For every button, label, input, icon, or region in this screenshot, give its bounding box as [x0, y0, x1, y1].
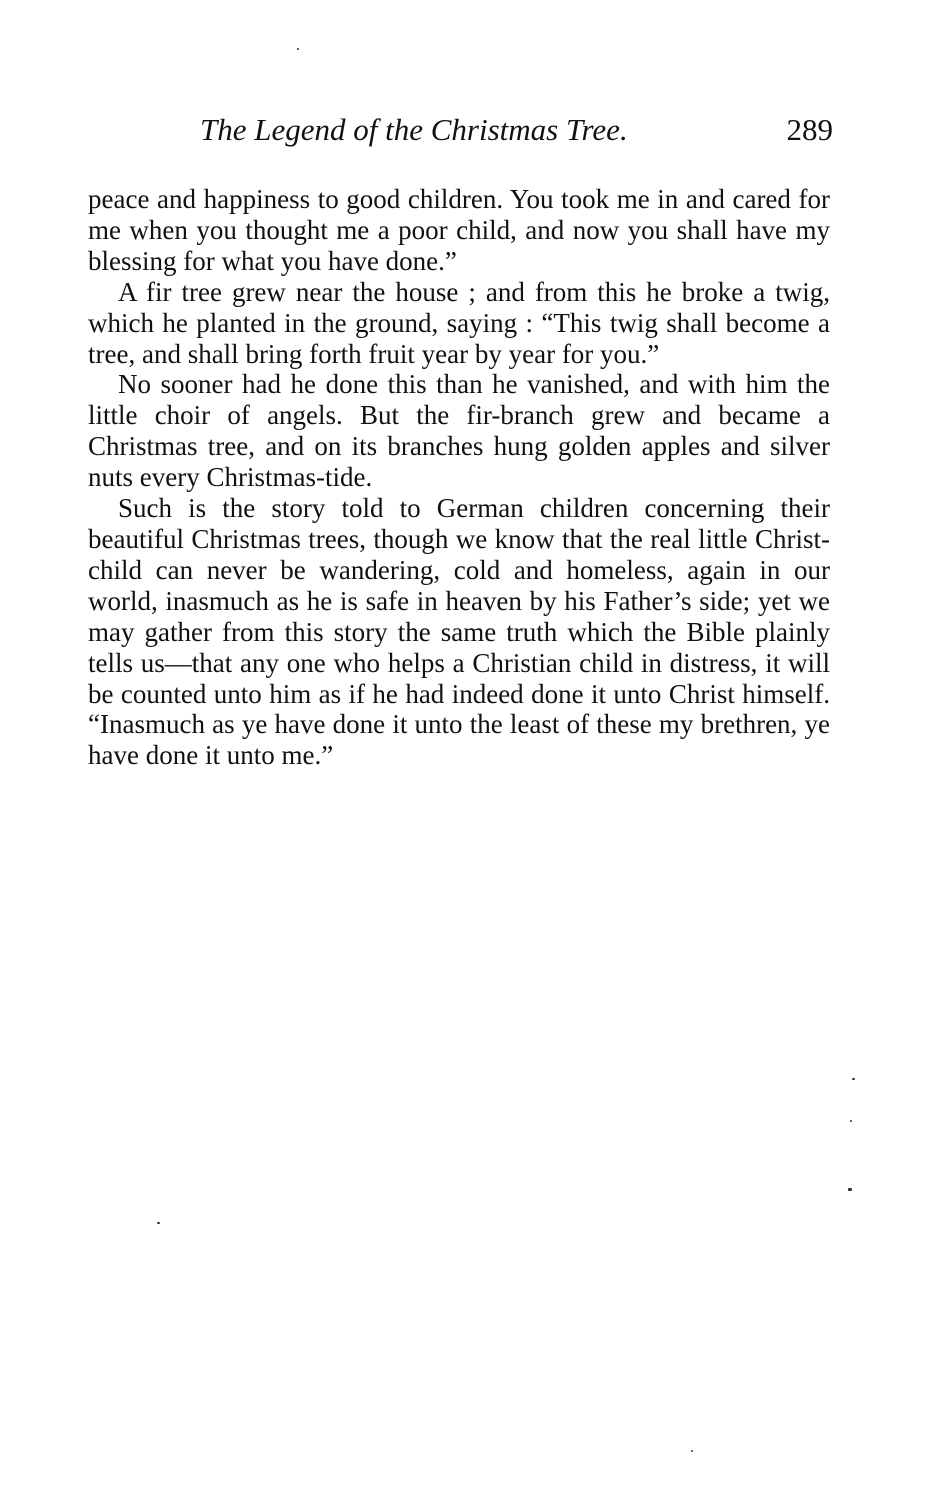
running-title: The Legend of the Christmas Tree. [200, 112, 628, 147]
scan-speck [852, 1078, 855, 1080]
scan-speck [848, 1188, 852, 1191]
paragraph: No sooner had he done this than he vanished, and with him the little choir of angels. But the fir-branch grew and became a Christmas tree, and on its branches hung golden apples and silver nuts every Christmas-tide. [88, 369, 830, 493]
scan-speck [691, 1450, 693, 1452]
scan-speck [850, 1120, 852, 1122]
paragraph: peace and happiness to good children. You took me in and cared for me when you thought me a poor child, and now you shall have my blessing for what you have done.” [88, 184, 830, 276]
page-header [88, 112, 833, 156]
page-number: 289 [786, 112, 833, 147]
scan-speck [157, 1222, 160, 1224]
paragraph: A fir tree grew near the house ; and from this he broke a twig, which he planted in the ground, saying : “This twig shall become a tree, and shall bring forth fruit year by year for you.” [88, 276, 830, 369]
body-text [88, 184, 830, 771]
scan-speck [297, 48, 299, 50]
paragraph: Such is the story told to German children concerning their beautiful Christmas trees, though we know that the real little Christ-child can never be wandering, cold and homeless, again in our world, inasmuch as he is safe in heaven by his Father’s side; yet we may gather from this story the same truth which the Bible plainly tells us—that any one who helps a Christian child in distress, it will be counted unto him as if he had indeed done it unto Christ himself. “Inasmuch as ye have done it unto the least of these my brethren, ye have done it unto me.” [88, 493, 830, 771]
